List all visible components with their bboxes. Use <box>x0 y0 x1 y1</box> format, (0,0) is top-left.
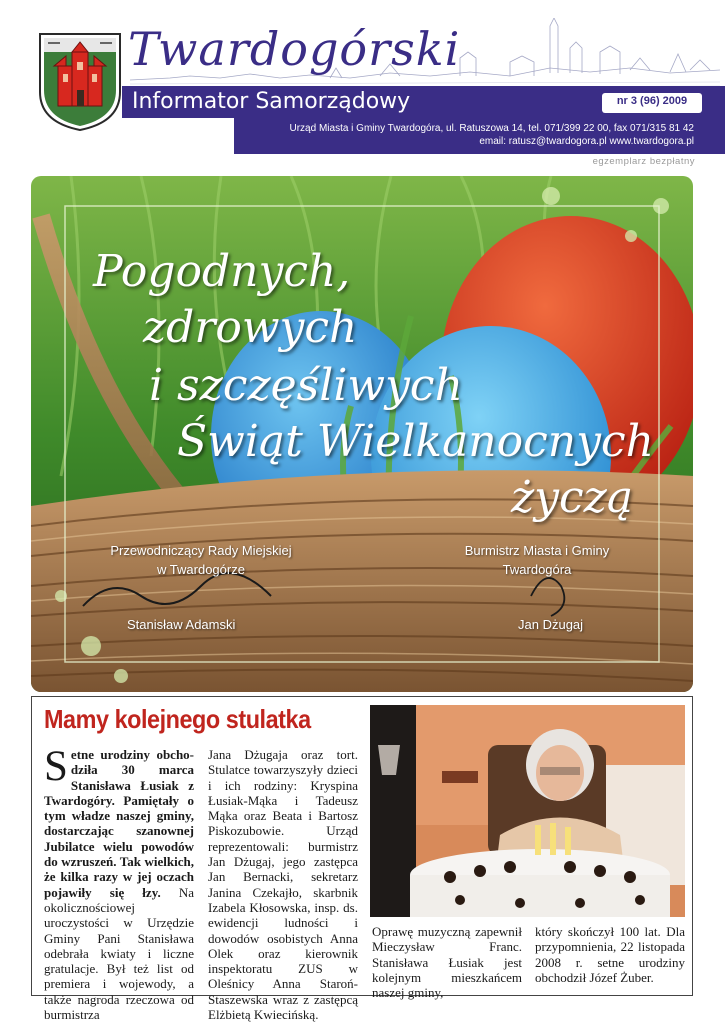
signer1-role-line1: Przewodniczący Rady Miejskiej <box>110 543 292 558</box>
centenarian-birthday-photo <box>370 705 685 917</box>
greeting-line-2: zdrowych <box>143 302 358 353</box>
article-column-2: Jana Dżugaja oraz tort. Stulatce towarzyszyły dzieci i ich rodziny: Kryspina Łusiak-Mąka i Tadeusz Mąka oraz Beata i Bartosz Piskozubowie. Urząd reprezentowali: burmistrz Jan Dżugaj, jego zastępca Jan Bernacki, sekretarz Janina Czekajło, skarbnik Izabela Kłosowska, insp. ds. ewidencji ludności i dowodów osobistych Anna Olek oraz kierownik inspektoratu ZUS w Oleśnicy Anna Staroń-Staszewska wraz z zastępcą Elżbietą Kwiecińską. <box>208 747 358 1023</box>
signer1-role-line2: w Twardogórze <box>157 562 245 577</box>
greeting-line-1: Pogodnych, <box>93 246 351 297</box>
contact-email[interactable]: email: ratusz@twardogora.pl www.twardogora.pl <box>479 136 694 147</box>
signer2-role-line1: Burmistrz Miasta i Gminy <box>464 543 610 558</box>
easter-greeting-card <box>31 176 693 692</box>
article-column-3: Oprawę muzyczną zapewnił Mieczysław Franc. Stanisława Łusiak jest kolejnym mieszkańcem naszej gminy, <box>372 924 522 1001</box>
dropcap: S <box>44 743 68 790</box>
article-column-4: który skończył 100 lat. Dla przypomnienia, 22 listopada 2008 r. setne urodziny obchodził Józef Żuber. <box>535 924 685 985</box>
publication-subtitle: Informator Samorządowy <box>132 89 411 114</box>
greeting-line-4: Świąt Wielkanocnych <box>177 416 654 467</box>
publication-title: Twardogórski <box>128 22 461 76</box>
masthead <box>0 0 725 167</box>
signer2-role-line2: Twardogóra <box>502 562 572 577</box>
article-headline: Mamy kolejnego stulatka <box>44 704 311 734</box>
signer2-role <box>437 541 637 579</box>
signer1-name: Stanisław Adamski <box>127 617 236 632</box>
free-copy-note: egzemplarz bezpłatny <box>592 156 695 167</box>
signer1-role <box>81 541 321 579</box>
article-column-1 <box>44 743 194 1023</box>
greeting-line-5: życzą <box>511 472 634 523</box>
signer2-name: Jan Dżugaj <box>518 617 584 632</box>
greeting-line-3: i szczęśliwych <box>149 360 463 411</box>
article-col1-text: Na okolicznościowej uroczystości w Urzędzie Gminy Pani Stanisława odebrała kwiaty i liczne gratulacje. Był też list od premiera i wojewody, a także nagroda rzeczowa od burmistrza <box>44 884 194 1023</box>
contact-address: Urząd Miasta i Gminy Twardogóra, ul. Ratuszowa 14, tel. 071/399 22 00, fax 071/315 81 42 <box>289 123 694 134</box>
town-crest-icon <box>36 30 124 132</box>
article-lead: etne urodziny obcho-dziła 30 marca Stanisława Łusiak z Twardogóry. Pamiętały o tym władze naszej gminy, dostarczając szanownej Jubilatce wielu powodów do wzruszeń. Tak wielkich, że kilka razy w jej oczach pojawiły się łzy. <box>44 747 194 900</box>
issue-number: nr 3 (96) 2009 <box>616 95 688 107</box>
